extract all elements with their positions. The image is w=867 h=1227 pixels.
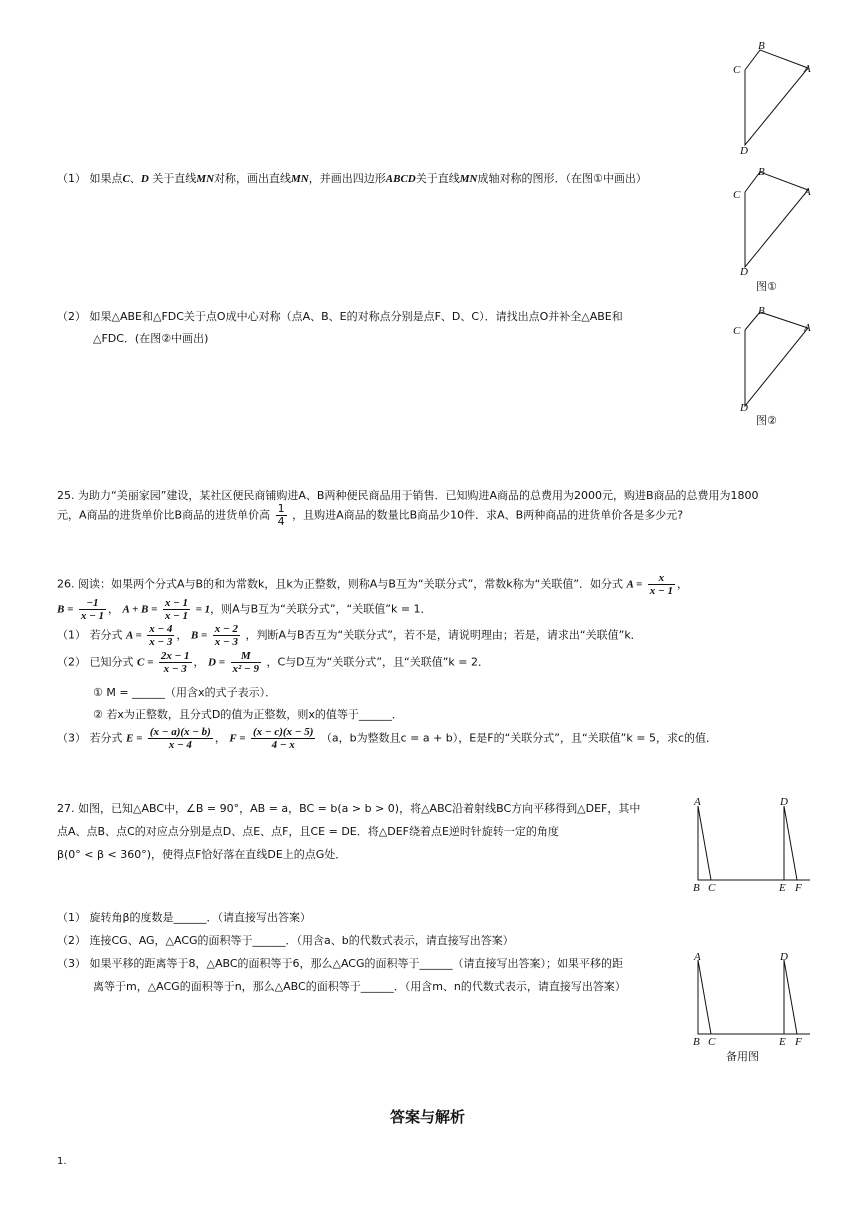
q24-part2-line2: △FDC．(在图②中画出) — [93, 332, 209, 345]
q24-p1-text6: 成轴对称的图形．（在图①中画出） — [477, 172, 647, 185]
q27-part3-line1: （3） 如果平移的距离等于8，△ABC的面积等于6，那么△ACG的面积等于______（请直接写出答案）；如果平移的距 — [57, 957, 624, 970]
q26-part1: （1） 若分式 A = $\frac{x - 4}{x - 3}$ ， B = $\frac{x - 2}{x - 3}$ ，判断A与B否互为“关联分式”，若不是，请说明理由；若是，请求出“关联值”k． — [57, 623, 642, 648]
fig2-label-c: C — [733, 325, 741, 337]
q24-part1: （1） 如果点C、D 关于直线MN对称，画出直线MN，并画出四边形ABCD关于直线MN成轴对称的图形．（在图①中画出） — [57, 172, 647, 185]
q26-p3-num: （3） — [57, 731, 86, 745]
q26-ex-b-lhs: B = — [57, 603, 74, 616]
q26-ex-b-frac: $\frac{-1}{x - 1}$ — [80, 597, 105, 622]
q24-p1-text: 如果点 — [89, 172, 123, 185]
q26-line1: 26. 阅读：如果两个分式A与B的和为常数k，且k为正整数，则称A与B互为“关联分式”，常数k称为“关联值”．如分式 A = $\frac{x}{x - 1}$ ， — [57, 572, 688, 597]
fig-label-a: A — [804, 63, 811, 75]
figure-2-caption: 图② — [756, 414, 777, 427]
q24-p1-text3: 对称，画出直线 — [214, 172, 292, 185]
q27-fig-label-f: F — [795, 882, 802, 892]
fig1-label-b: B — [758, 166, 765, 178]
q27-fig-label-e: E — [779, 882, 786, 892]
q26-ex-sum-lhs: A + B = — [122, 603, 158, 616]
q27-spare-figure — [688, 948, 813, 1068]
q27-line3: β(0° < β < 360°)，使得点F恰好落在直线DE上的点G处． — [57, 848, 347, 861]
q26-ex-sum-rhs: = 1 — [195, 603, 211, 616]
q26-p2-c-lhs: C = — [137, 656, 154, 669]
q26-p2-d-frac: $\frac{M}{\text{x² − 9}}$ — [232, 650, 259, 675]
q26-p1-b-frac: $\frac{x - 2}{x - 3}$ — [214, 623, 238, 648]
q27-fig-label-d: D — [780, 796, 788, 808]
q27-fig-label-b: B — [693, 882, 700, 892]
quadrilateral-figure-2 — [730, 298, 820, 433]
fig-label-b: B — [758, 40, 765, 52]
q27-spare-caption: 备用图 — [726, 1050, 759, 1063]
q26-p3-a: 若分式 — [89, 731, 123, 745]
fig-label-c: C — [733, 64, 741, 76]
q27-spare-label-d: D — [780, 951, 788, 963]
q27-spare-label-f: F — [795, 1036, 802, 1048]
q25-text-b: ，且购进A商品的数量比B商品少10件．求A、B两种商品的进货单价各是多少元? — [292, 508, 684, 522]
q26-intro: 26. 阅读：如果两个分式A与B的和为常数k，且k为正整数，则称A与B互为“关联分式”，常数k称为“关联值”．如分式 — [57, 577, 624, 591]
q24-p1-text4: ，并画出四边形 — [308, 172, 386, 185]
q24-p1-num: （1） — [57, 172, 86, 185]
q24-p1-text5: 关于直线 — [415, 172, 460, 185]
fig1-label-d: D — [740, 266, 748, 278]
q26-p3-e-lhs: E = — [126, 732, 143, 745]
q26-p3-tail: （a，b为整数且c = a + b），E是F的“关联分式”，且“关联值”k = 5，求c的值． — [320, 731, 717, 745]
q26-ex-a-lhs: A = — [626, 578, 643, 591]
q25-line2 — [57, 503, 683, 528]
q27-triangle-figure — [688, 792, 813, 892]
q27-line2: 点A、点B、点C的对应点分别是点D、点E、点F，且CE = DE．将△DEF绕着点E逆时针旋转一定的角度 — [57, 825, 559, 838]
q26-p2-num: （2） — [57, 655, 86, 669]
q26-part2: （2） 已知分式 C = $\frac{2x - 1}{x - 3}$ ， D = $\frac{M}{\text{x² − 9}}$ ，C与D互为“关联分式”，且“关联值”k = 2． — [57, 650, 489, 675]
q26-line2: B = $\frac{-1}{x - 1}$ ， A + B = $\frac{x - 1}{x - 1}$ = 1，则A与B互为“关联分式”，“关联值”k = 1． — [57, 597, 432, 622]
q26-line2-tail: ，则A与B互为“关联分式”，“关联值”k = 1． — [210, 602, 432, 616]
quadrilateral-figure-top — [730, 40, 820, 155]
q26-p3-f-lhs: F = — [229, 732, 246, 745]
q24-p1-text2: 关于直线 — [152, 172, 197, 185]
q26-ex-sum-frac: $\frac{x - 1}{x - 1}$ — [164, 597, 189, 622]
quadrilateral-figure-1 — [730, 162, 820, 297]
fig1-label-c: C — [733, 189, 741, 201]
q27-spare-label-b: B — [693, 1036, 700, 1048]
q25-line1: 25. 为助力“美丽家园”建设，某社区便民商铺购进A、B两种便民商品用于销售．已知购进A商品的总费用为2000元，购进B商品的总费用为1800 — [57, 489, 759, 502]
q26-p2-c-frac: $\frac{2x - 1}{x - 3}$ — [160, 650, 190, 675]
q27-fig-label-c: C — [708, 882, 716, 892]
fig2-label-d: D — [740, 402, 748, 414]
q26-p2-a: 已知分式 — [89, 655, 134, 669]
fig-label-d: D — [740, 145, 748, 155]
q27-spare-label-e: E — [779, 1036, 786, 1048]
q26-p2-tail: ，C与D互为“关联分式”，且“关联值”k = 2． — [266, 655, 489, 669]
q26-p3-f-frac: $\frac{(x - c)(x - 5)}{4 - x}$ — [253, 726, 314, 751]
q27-part2: （2） 连接CG、AG，△ACG的面积等于______．（用含a、b的代数式表示，请直接写出答案） — [57, 934, 514, 947]
q25-fraction: $\frac{1}{4}$ — [277, 502, 285, 528]
q26-part2-ii: ② 若x为正整数，且分式D的值为正整数，则x的值等于______． — [93, 708, 403, 721]
q26-p1-a-frac: $\frac{x - 4}{x - 3}$ — [149, 623, 173, 648]
figure-1-caption: 图① — [756, 280, 777, 293]
q24-p2-num: （2） — [57, 310, 86, 323]
q27-spare-label-c: C — [708, 1036, 716, 1048]
q26-p1-a-lhs: A = — [126, 629, 142, 642]
q27-part1: （1） 旋转角β的度数是______．（请直接写出答案） — [57, 911, 312, 924]
q26-p1-b-lhs: B = — [190, 629, 208, 642]
q27-spare-label-a: A — [694, 951, 701, 963]
q26-part3: （3） 若分式 E = $\frac{(x - a)(x - b)}{x - 4}$ ， F = $\frac{(x - c)(x - 5)}{4 - x}$ （a，b为整数且c = a + b），E是F的“关联分式”，且“关联值”k = 5，求c的值． — [57, 726, 717, 751]
answers-title: 答案与解析 — [390, 1108, 466, 1126]
fig2-label-b: B — [758, 305, 765, 317]
q26-p1-a: 若分式 — [89, 628, 123, 642]
q27-line1: 27. 如图，已知△ABC中，∠B = 90°，AB = a，BC = b(a > b > 0)，将△ABC沿着射线BC方向平移得到△DEF，其中 — [57, 802, 641, 815]
q26-p1-num: （1） — [57, 628, 86, 642]
answers-first-item: 1. — [57, 1156, 67, 1167]
q26-p3-e-frac: $\frac{(x - a)(x - b)}{x - 4}$ — [149, 726, 211, 751]
fig2-label-a: A — [804, 322, 811, 334]
q26-ex-a-frac: $\frac{x}{x - 1}$ — [649, 572, 673, 597]
q26-p1-tail: ，判断A与B否互为“关联分式”，若不是，请说明理由；若是，请求出“关联值”k． — [245, 628, 642, 642]
q24-part2-line1 — [57, 308, 623, 324]
q27-part3-line2: 离等于m，△ACG的面积等于n，那么△ABC的面积等于______．（用含m、n的代数式表示，请直接写出答案） — [93, 980, 626, 993]
fig1-label-a: A — [804, 186, 811, 198]
q25-text-a: 元，A商品的进货单价比B商品的进货单价高 — [57, 508, 271, 522]
q24-p2-text: 如果△ABE和△FDC关于点O成中心对称（点A、B、E的对称点分别是点F、D、C）．请找出点O并补全△ABE和 — [89, 310, 623, 323]
q26-p2-d-lhs: D = — [208, 656, 225, 669]
q27-fig-label-a: A — [694, 796, 701, 808]
q26-part2-i: ① M = ______（用含x的式子表示）． — [93, 686, 277, 699]
